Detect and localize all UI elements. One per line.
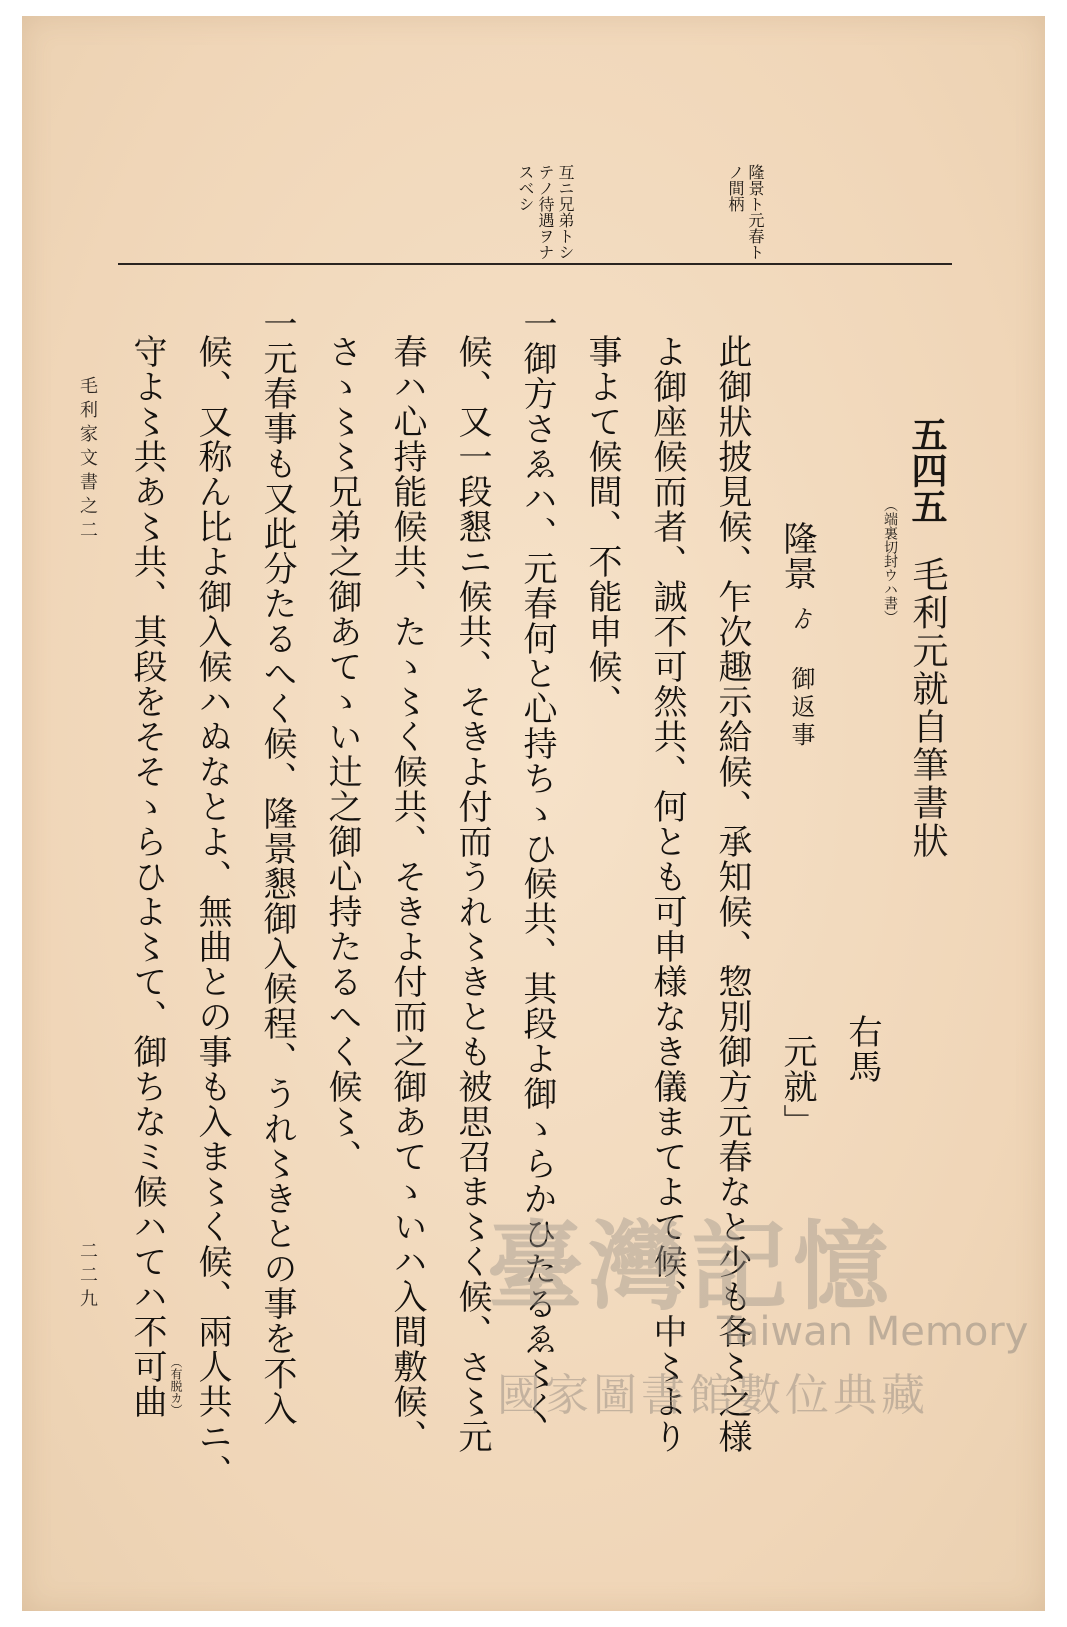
header-divider <box>118 263 952 265</box>
wrapper-note: （端裏切封ウハ書） <box>882 498 898 624</box>
watermark-main: 臺灣記憶 <box>487 1211 895 1323</box>
sender-name: 元就」 <box>777 1034 817 1139</box>
page-number: 二二九 <box>77 1241 98 1313</box>
text-line-8: 一元春事も又此分たるへく候、隆景懇御入候程、うれ〻きとの事を不入 <box>257 306 297 1426</box>
margin-note-1: 隆景ト元春トノ間柄 <box>726 164 765 260</box>
text-line-7: さゝ〻〻兄弟之御あてゝい辻之御心持たるへく候〻、 <box>322 334 362 1174</box>
document-number: 五四五 <box>906 416 948 524</box>
text-line-10-body: 守よ〻共あ〻共、其段をそそゝらひよ〻て、御ちなミ候ハてハ不可曲 <box>127 334 167 1419</box>
text-line-6: 春ハ心持能候共、たゝ〻く候共、そきよ付而之御あてゝいハ入間敷候、 <box>387 334 427 1454</box>
watermark-sub: 國家圖書館數位典藏 <box>497 1370 929 1421</box>
text-line-5: 候、又一段懇ニ候共、そきよ付而うれ〻きとも被思召ま〻く候、さ〻元 <box>452 334 492 1454</box>
sender-title: 右馬 <box>842 1014 882 1084</box>
inline-note: （有脱カ） <box>169 1356 183 1416</box>
text-line-1: 此御狀披見候、乍次趣示給候、承知候、惣別御方元春なと少も各〻之様 <box>712 334 752 1454</box>
text-line-10 <box>127 334 167 1419</box>
recipient: 隆景 <box>777 521 817 591</box>
watermark-english: Taiwan Memory <box>717 1309 1029 1355</box>
margin-note-2: 互ニ兄弟トシテノ待遇ヲナスベシ <box>516 164 575 260</box>
recipient-honorific: ゟ 御返事 <box>787 606 815 750</box>
text-line-9: 候、又称ん比よ御入候ハぬなとよ、無曲との事も入ま〻く候、兩人共ニ、 <box>192 334 232 1489</box>
text-line-2: よ御座候而者、誠不可然共、何とも可申様なき儀まてよて候、中〻より <box>647 334 687 1454</box>
book-title: 毛利家文書之二 <box>77 376 98 544</box>
document-title: 毛利元就自筆書狀 <box>907 556 948 860</box>
document-page <box>22 16 1045 1611</box>
text-line-3: 事よて候間、不能申候、 <box>582 334 622 719</box>
text-line-4: 一御方さゑハ、元春何と心持ちゝひ候共、其段よ御ゝらかひたるゑ〻く <box>517 306 557 1426</box>
